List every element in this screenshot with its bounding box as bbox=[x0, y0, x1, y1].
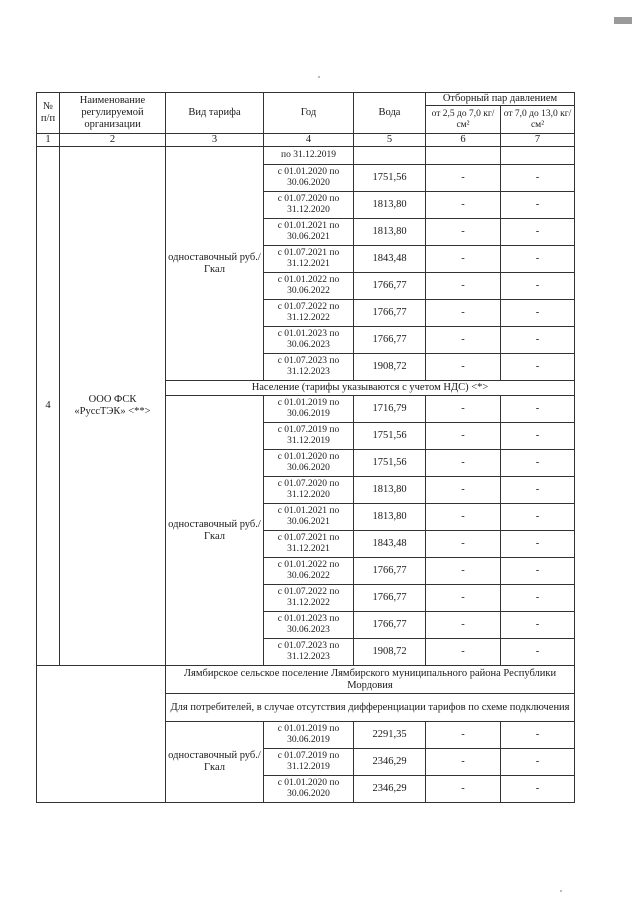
water-value: 2346,29 bbox=[354, 749, 426, 776]
steam-low-value: - bbox=[426, 722, 501, 749]
period: с 01.01.2022 по 30.06.2022 bbox=[264, 273, 354, 300]
header-water: Вода bbox=[354, 93, 426, 134]
tariff-table bbox=[36, 92, 575, 803]
steam-high-value: - bbox=[501, 450, 575, 477]
period: с 01.07.2021 по 31.12.2021 bbox=[264, 531, 354, 558]
steam-low-value: - bbox=[426, 531, 501, 558]
header-tariff: Вид тарифа bbox=[166, 93, 264, 134]
steam-low-value: - bbox=[426, 354, 501, 381]
header-num: № п/п bbox=[37, 93, 60, 134]
steam-high-value: - bbox=[501, 327, 575, 354]
steam-high-value: - bbox=[501, 639, 575, 666]
steam-high-value: - bbox=[501, 477, 575, 504]
steam-low-value: - bbox=[426, 246, 501, 273]
scan-artifact bbox=[614, 17, 632, 24]
period: с 01.07.2023 по 31.12.2023 bbox=[264, 354, 354, 381]
org-number: 4 bbox=[37, 147, 60, 666]
section-heading: Лямбирское сельское поселение Лямбирского муниципального района Республики Мордовия bbox=[166, 666, 575, 694]
period: с 01.01.2020 по 30.06.2020 bbox=[264, 165, 354, 192]
water-value: 1751,56 bbox=[354, 165, 426, 192]
steam-high-value: - bbox=[501, 273, 575, 300]
water-value: 1716,79 bbox=[354, 396, 426, 423]
steam-low-value: - bbox=[426, 219, 501, 246]
water-value: 1766,77 bbox=[354, 612, 426, 639]
steam-high-value: - bbox=[501, 423, 575, 450]
header-year: Год bbox=[264, 93, 354, 134]
period: с 01.01.2023 по 30.06.2023 bbox=[264, 612, 354, 639]
steam-low-value: - bbox=[426, 300, 501, 327]
steam-low-value: - bbox=[426, 423, 501, 450]
blank-cell bbox=[37, 666, 166, 803]
steam-low-value: - bbox=[426, 749, 501, 776]
period: с 01.01.2019 по 30.06.2019 bbox=[264, 722, 354, 749]
period: с 01.01.2021 по 30.06.2021 bbox=[264, 219, 354, 246]
period: с 01.07.2021 по 31.12.2021 bbox=[264, 246, 354, 273]
steam-high-value: - bbox=[501, 396, 575, 423]
water-value: 1813,80 bbox=[354, 192, 426, 219]
water-value: 1751,56 bbox=[354, 450, 426, 477]
header-index: 3 bbox=[166, 134, 264, 147]
water-value: 2346,29 bbox=[354, 776, 426, 803]
steam-high-value: - bbox=[501, 776, 575, 803]
water-value: 1751,56 bbox=[354, 423, 426, 450]
period: по 31.12.2019 bbox=[264, 147, 354, 165]
section-heading: Население (тарифы указываются с учетом НДС) <*> bbox=[166, 381, 575, 396]
water-value: 1813,80 bbox=[354, 504, 426, 531]
period: с 01.01.2020 по 30.06.2020 bbox=[264, 776, 354, 803]
water-value: 1766,77 bbox=[354, 273, 426, 300]
steam-low-value: - bbox=[426, 192, 501, 219]
steam-low-value: - bbox=[426, 504, 501, 531]
steam-low-value: - bbox=[426, 639, 501, 666]
water-value: 1766,77 bbox=[354, 300, 426, 327]
steam-low-value: - bbox=[426, 327, 501, 354]
steam-high-value: - bbox=[501, 504, 575, 531]
steam-low-value: - bbox=[426, 165, 501, 192]
section-heading: Для потребителей, в случае отсутствия дифференциации тарифов по схеме подключения bbox=[166, 694, 575, 722]
steam-high-value: - bbox=[501, 354, 575, 381]
scan-dot bbox=[560, 890, 562, 892]
period: с 01.07.2019 по 31.12.2019 bbox=[264, 423, 354, 450]
header-org: Наименование регулируемой организации bbox=[60, 93, 166, 134]
steam-high-value: - bbox=[501, 612, 575, 639]
steam-high-value bbox=[501, 147, 575, 165]
header-index: 6 bbox=[426, 134, 501, 147]
steam-low-value: - bbox=[426, 612, 501, 639]
header-index: 5 bbox=[354, 134, 426, 147]
water-value: 1843,48 bbox=[354, 531, 426, 558]
water-value: 1813,80 bbox=[354, 477, 426, 504]
water-value: 1908,72 bbox=[354, 639, 426, 666]
period: с 01.07.2022 по 31.12.2022 bbox=[264, 585, 354, 612]
period: с 01.07.2023 по 31.12.2023 bbox=[264, 639, 354, 666]
org-name: ООО ФСК «РуссТЭК» <**> bbox=[60, 147, 166, 666]
water-value: 1766,77 bbox=[354, 327, 426, 354]
steam-high-value: - bbox=[501, 219, 575, 246]
steam-high-value: - bbox=[501, 165, 575, 192]
steam-low-value: - bbox=[426, 477, 501, 504]
period: с 01.01.2022 по 30.06.2022 bbox=[264, 558, 354, 585]
steam-low-value: - bbox=[426, 558, 501, 585]
header-index: 7 bbox=[501, 134, 575, 147]
header-index: 2 bbox=[60, 134, 166, 147]
steam-low-value: - bbox=[426, 450, 501, 477]
header-steam: Отборный пар давлением bbox=[426, 93, 575, 106]
period: с 01.07.2019 по 31.12.2019 bbox=[264, 749, 354, 776]
steam-low-value: - bbox=[426, 396, 501, 423]
period: с 01.07.2022 по 31.12.2022 bbox=[264, 300, 354, 327]
steam-low-value: - bbox=[426, 776, 501, 803]
period: с 01.07.2020 по 31.12.2020 bbox=[264, 477, 354, 504]
tariff-type: одноставочный руб./Гкал bbox=[166, 147, 264, 381]
steam-high-value: - bbox=[501, 192, 575, 219]
water-value: 1766,77 bbox=[354, 585, 426, 612]
tariff-type: одноставочный руб./Гкал bbox=[166, 396, 264, 666]
header-index: 4 bbox=[264, 134, 354, 147]
period: с 01.01.2023 по 30.06.2023 bbox=[264, 327, 354, 354]
period: с 01.07.2020 по 31.12.2020 bbox=[264, 192, 354, 219]
water-value: 2291,35 bbox=[354, 722, 426, 749]
water-value bbox=[354, 147, 426, 165]
water-value: 1813,80 bbox=[354, 219, 426, 246]
steam-low-value: - bbox=[426, 585, 501, 612]
period: с 01.01.2019 по 30.06.2019 bbox=[264, 396, 354, 423]
steam-low-value bbox=[426, 147, 501, 165]
header-steam-low: от 2,5 до 7,0 кг/см² bbox=[426, 106, 501, 134]
period: с 01.01.2021 по 30.06.2021 bbox=[264, 504, 354, 531]
steam-high-value: - bbox=[501, 558, 575, 585]
steam-high-value: - bbox=[501, 749, 575, 776]
water-value: 1766,77 bbox=[354, 558, 426, 585]
steam-high-value: - bbox=[501, 722, 575, 749]
period: с 01.01.2020 по 30.06.2020 bbox=[264, 450, 354, 477]
water-value: 1843,48 bbox=[354, 246, 426, 273]
steam-high-value: - bbox=[501, 246, 575, 273]
steam-high-value: - bbox=[501, 300, 575, 327]
steam-high-value: - bbox=[501, 585, 575, 612]
header-index: 1 bbox=[37, 134, 60, 147]
water-value: 1908,72 bbox=[354, 354, 426, 381]
header-steam-high: от 7,0 до 13,0 кг/см² bbox=[501, 106, 575, 134]
steam-high-value: - bbox=[501, 531, 575, 558]
tariff-type: одноставочный руб./Гкал bbox=[166, 722, 264, 803]
scan-dot bbox=[318, 76, 320, 78]
steam-low-value: - bbox=[426, 273, 501, 300]
